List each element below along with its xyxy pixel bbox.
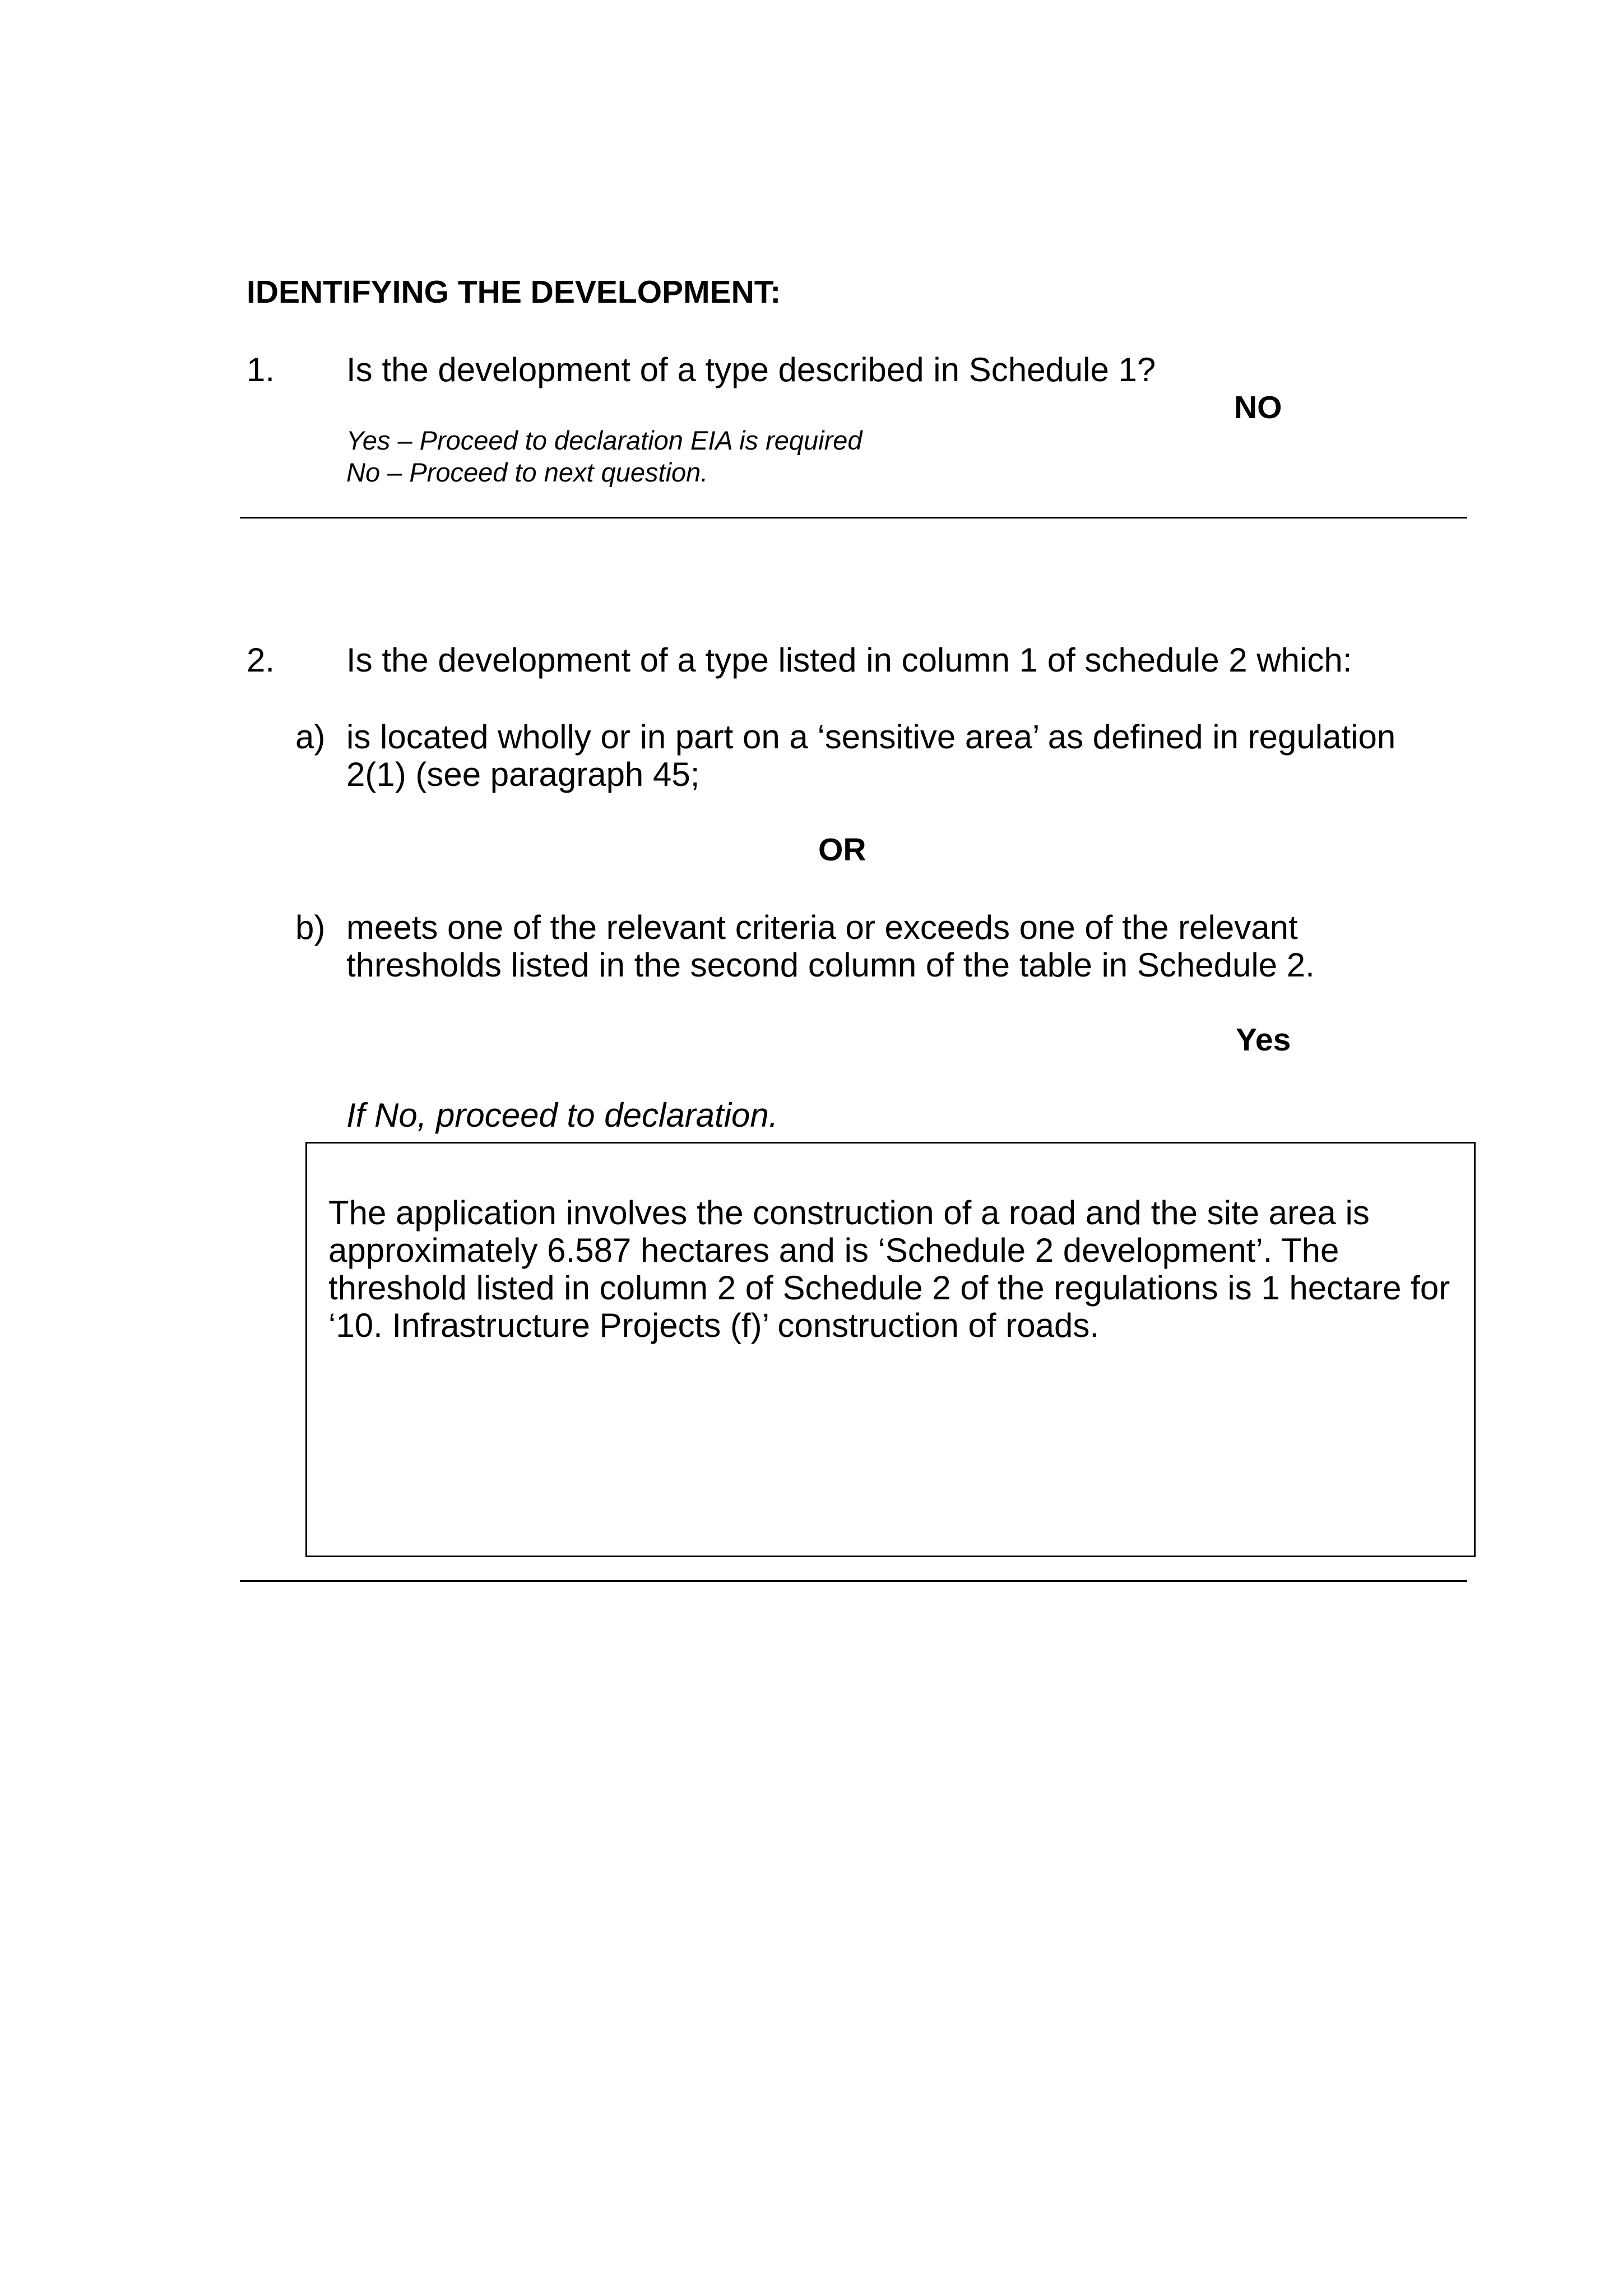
option-b-line-1: meets one of the relevant criteria or exceeds one of the relevant <box>346 909 1298 946</box>
if-no-instruction: If No, proceed to declaration. <box>346 1096 778 1134</box>
explanation-line-1: The application involves the construction of a road and the site area is <box>328 1194 1370 1232</box>
option-b-label: b) <box>295 909 326 946</box>
divider-1 <box>240 517 1467 519</box>
option-b-line-2: thresholds listed in the second column of the table in Schedule 2. <box>346 946 1315 984</box>
explanation-box <box>305 1142 1476 1557</box>
option-a-label: a) <box>295 718 326 756</box>
section-heading: IDENTIFYING THE DEVELOPMENT: <box>247 274 781 310</box>
explanation-line-2: approximately 6.587 hectares and is ‘Schedule 2 development’. The <box>328 1232 1339 1269</box>
question-1-answer: NO <box>1234 390 1282 425</box>
question-1-guidance-yes: Yes – Proceed to declaration EIA is required <box>346 425 862 455</box>
explanation-line-3: threshold listed in column 2 of Schedule 2 of the regulations is 1 hectare for <box>328 1269 1450 1307</box>
question-2-text: Is the development of a type listed in column 1 of schedule 2 which: <box>346 641 1352 679</box>
explanation-line-4: ‘10. Infrastructure Projects (f)’ construction of roads. <box>328 1307 1099 1344</box>
question-1-text: Is the development of a type described in Schedule 1? <box>346 351 1156 388</box>
or-separator: OR <box>818 832 866 868</box>
option-a-line-1: is located wholly or in part on a ‘sensitive area’ as defined in regulation <box>346 718 1396 756</box>
question-2-answer: Yes <box>1236 1022 1291 1058</box>
question-1-number: 1. <box>247 351 275 388</box>
question-2-number: 2. <box>247 641 275 679</box>
question-1-guidance-no: No – Proceed to next question. <box>346 457 708 487</box>
option-a-line-2: 2(1) (see paragraph 45; <box>346 756 700 793</box>
divider-2 <box>240 1580 1467 1582</box>
explanation-text <box>328 1194 1450 1344</box>
